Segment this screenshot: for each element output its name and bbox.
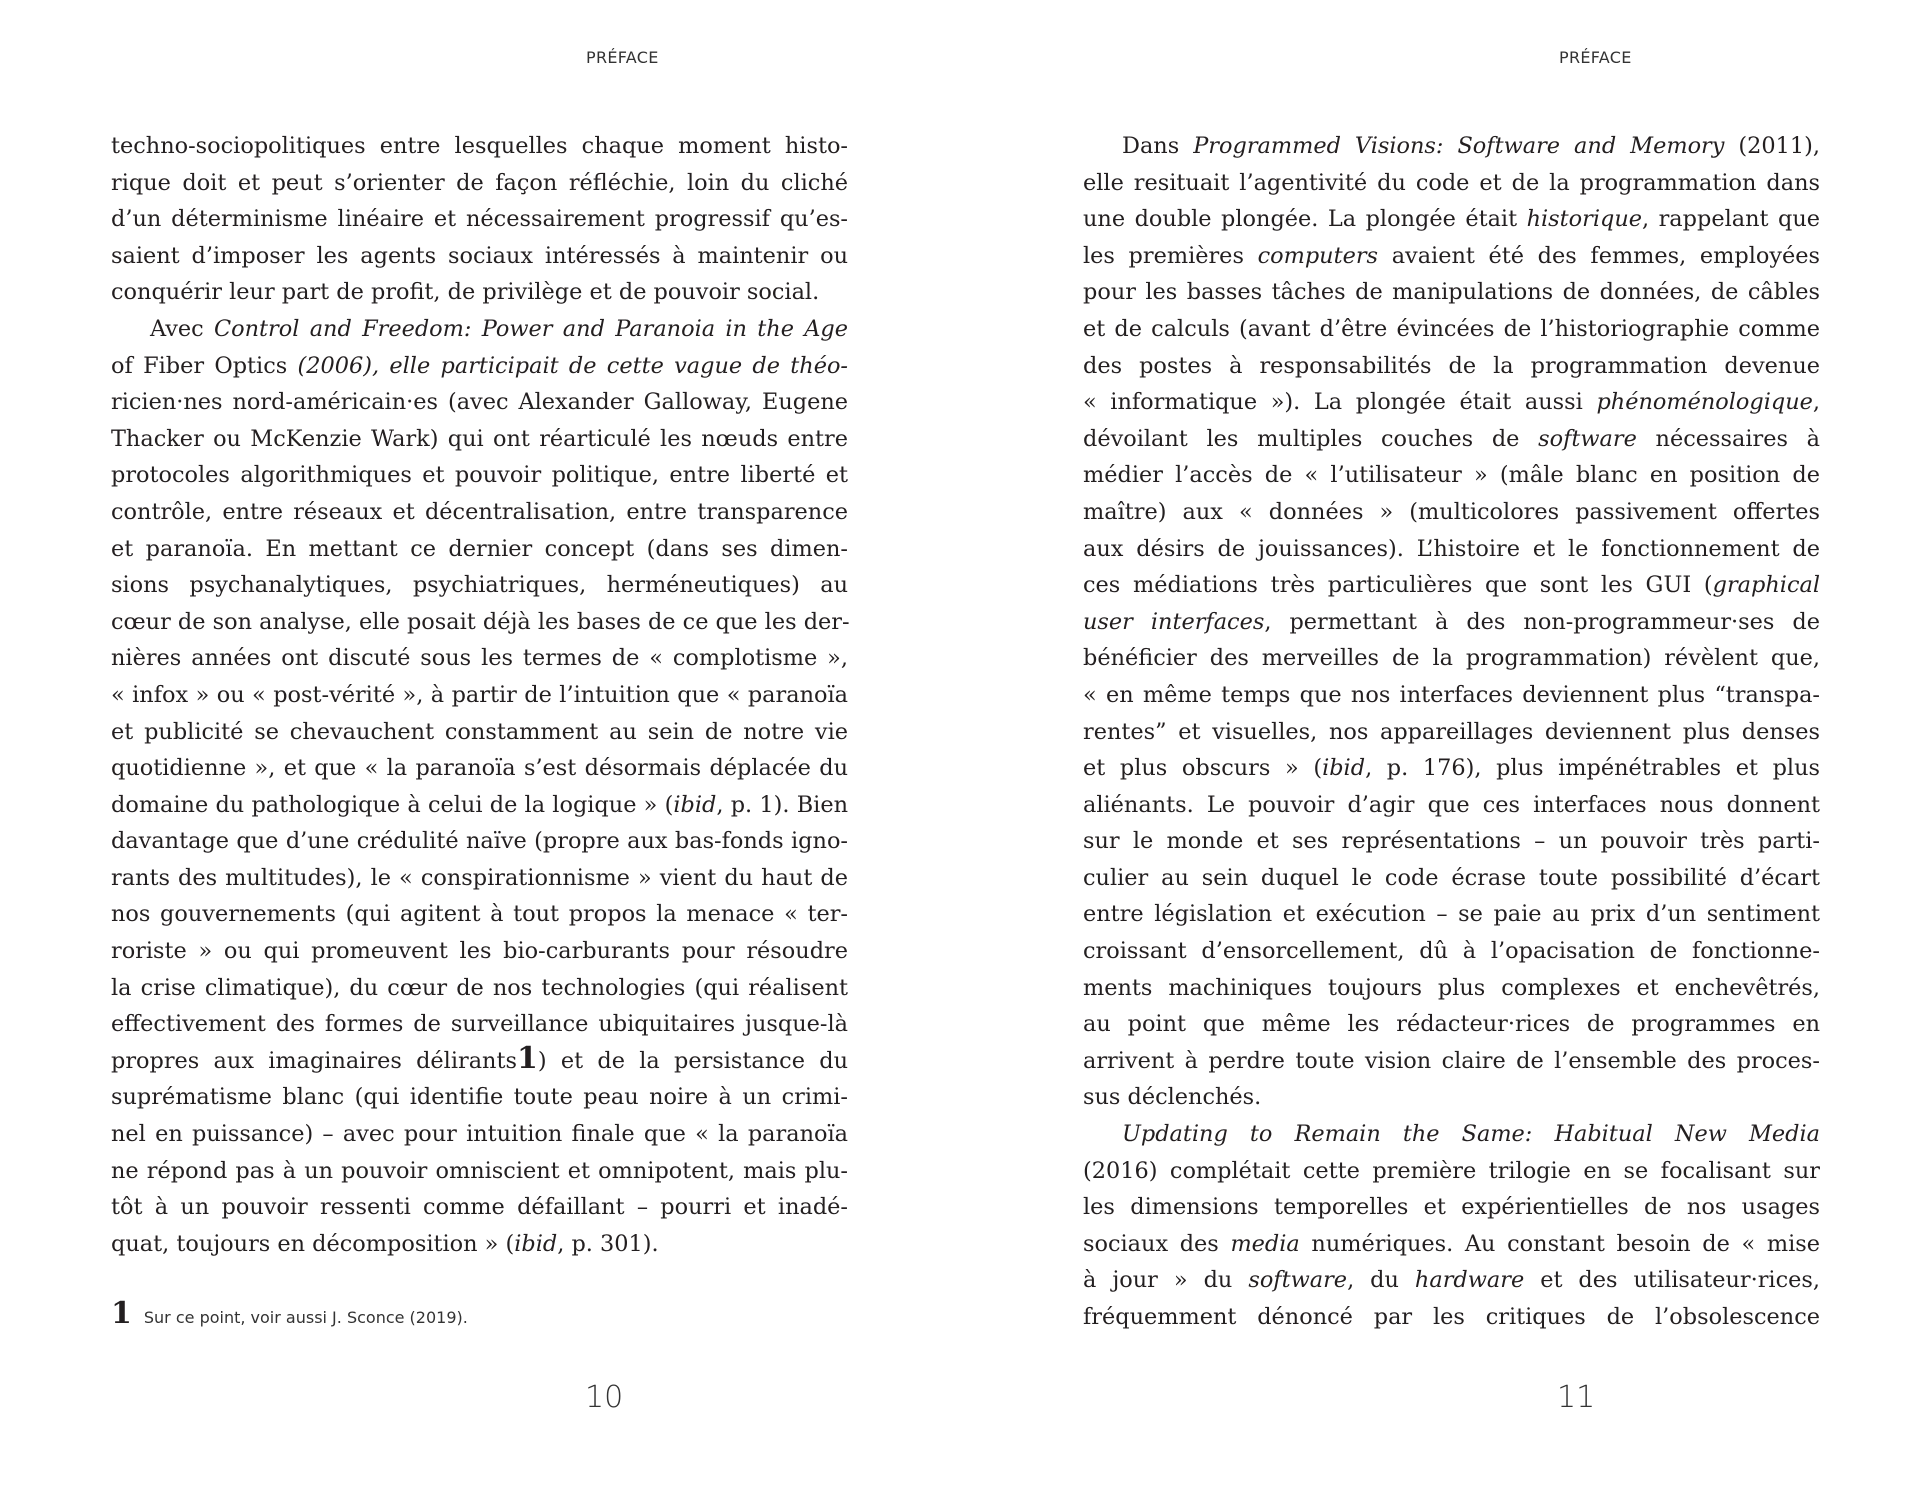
right-page [960, 0, 1921, 1496]
text-line: ments machiniques toujours plus complexes et enchevêtrés, [1083, 974, 1820, 1001]
text-line: et publicité se chevauchent constamment au sein de notre vie [111, 718, 848, 745]
text-line: « informatique »). La plongée était aussi phénoménologique, [1083, 389, 1820, 416]
text-line: pour les basses tâches de manipulations de données, de câbles [1083, 279, 1820, 306]
text-line: « infox » ou « post-vérité », à partir de l’intuition que « paranoïa [111, 681, 848, 708]
text-line: les dimensions temporelles et expérientielles de nos usages [1083, 1194, 1820, 1221]
text-line: et de calculs (avant d’être évincées de l’historiographie comme [1083, 315, 1820, 342]
text-line: domaine du pathologique à celui de la logique » (ibid, p. 1). Bien [111, 791, 848, 818]
text-line: of Fiber Optics (2006), elle participait de cette vague de théo- [111, 352, 849, 379]
footnote [111, 1296, 468, 1331]
text-line: rentes” et visuelles, nos appareillages deviennent plus denses [1083, 718, 1820, 745]
text-line: quotidienne », et que « la paranoïa s’est désormais déplacée du [111, 755, 848, 782]
text-line: des postes à responsabilités de la programmation devenue [1083, 352, 1820, 379]
text-line: techno-sociopolitiques entre lesquelles chaque moment histo- [111, 133, 848, 159]
text-line: rique doit et peut s’orienter de façon réfléchie, loin du cliché [111, 169, 848, 196]
text-line: « en même temps que nos interfaces deviennent plus “transpa- [1083, 681, 1820, 708]
text-line: davantage que d’une crédulité naïve (propre aux bas-fonds igno- [111, 828, 848, 855]
text-line: Avec Control and Freedom: Power and Paranoia in the Age [150, 315, 848, 342]
text-line: sions psychanalytiques, psychiatriques, herméneutiques) au [111, 572, 848, 599]
running-head: PRÉFACE [1559, 48, 1632, 67]
text-line: maître) aux « données » (multicolores passivement offertes [1083, 498, 1820, 525]
page-number: 10 [585, 1380, 624, 1415]
text-line: nières années ont discuté sous les termes de « complotisme », [111, 645, 848, 672]
text-line: contrôle, entre réseaux et décentralisation, entre transparence [111, 498, 848, 525]
text-line: et plus obscurs » (ibid, p. 176), plus impénétrables et plus [1083, 755, 1820, 782]
text-line: sociaux des media numériques. Au constant besoin de « mise [1083, 1230, 1820, 1257]
text-line: Dans Programmed Visions: Software and Memory (2011), [1122, 133, 1820, 159]
text-line: cœur de son analyse, elle posait déjà les bases de ce que les der- [111, 608, 850, 635]
text-line: nel en puissance) – avec pour intuition finale que « la paranoïa [111, 1121, 848, 1148]
text-line: tôt à un pouvoir ressenti comme défaillant – pourri et inadé- [111, 1194, 848, 1221]
footnote-number: 1 [111, 1296, 132, 1331]
text-line: ces médiations très particulières que sont les GUI (graphical [1083, 572, 1820, 599]
text-line: suprématisme blanc (qui identifie toute peau noire à un crimi- [111, 1084, 848, 1111]
text-line: Updating to Remain the Same: Habitual New Media [1122, 1121, 1820, 1148]
body-text [111, 128, 848, 1262]
left-page [0, 0, 960, 1496]
text-line: aux désirs de jouissances). L’histoire et le fonctionnement de [1083, 535, 1820, 562]
text-line: ne répond pas à un pouvoir omniscient et omnipotent, mais plu- [111, 1157, 848, 1184]
footnote-text: Sur ce point, voir aussi J. Sconce (2019). [143, 1308, 468, 1327]
text-line: entre législation et exécution – se paie au prix d’un sentiment [1083, 901, 1820, 928]
body-text [1083, 128, 1820, 1336]
text-line: quat, toujours en décomposition » (ibid, p. 301). [111, 1230, 659, 1257]
page-number: 11 [1557, 1380, 1596, 1415]
text-line: rants des multitudes), le « conspirationnisme » vient du haut de [111, 864, 848, 891]
text-line: saient d’imposer les agents sociaux intéressés à maintenir ou [111, 242, 848, 269]
text-line: (2016) complétait cette première trilogie en se focalisant sur [1083, 1157, 1820, 1184]
text-line: roriste » ou qui promeuvent les bio-carburants pour résoudre [111, 938, 848, 965]
text-line: elle resituait l’agentivité du code et de la programmation dans [1083, 169, 1820, 196]
text-line: médier l’accès de « l’utilisateur » (mâle blanc en position de [1083, 462, 1820, 489]
text-line: conquérir leur part de profit, de privilège et de pouvoir social. [111, 279, 820, 306]
text-line: la crise climatique), du cœur de nos technologies (qui réalisent [111, 974, 848, 1001]
text-line: user interfaces, permettant à des non-programmeur·ses de [1083, 608, 1820, 635]
text-line: dévoilant les multiples couches de software nécessaires à [1083, 425, 1820, 452]
text-line: à jour » du software, du hardware et des utilisateur·rices, [1083, 1267, 1820, 1294]
text-line: protocoles algorithmiques et pouvoir politique, entre liberté et [111, 462, 848, 489]
text-line: au point que même les rédacteur·rices de programmes en [1083, 1011, 1820, 1038]
footnote-reference: 1 [516, 1040, 538, 1076]
text-line: Thacker ou McKenzie Wark) qui ont réarticulé les nœuds entre [111, 425, 848, 452]
text-line: d’un déterminisme linéaire et nécessairement progressif qu’es- [111, 206, 848, 233]
text-line: fréquemment dénoncé par les critiques de l’obsolescence [1083, 1304, 1820, 1330]
text-line: une double plongée. La plongée était historique, rappelant que [1083, 206, 1821, 233]
text-line: effectivement des formes de surveillance ubiquitaires jusque-là [111, 1011, 848, 1038]
running-head: PRÉFACE [586, 48, 659, 67]
text-line: sus déclenchés. [1083, 1084, 1262, 1111]
text-line: bénéficier des merveilles de la programmation) révèlent que, [1083, 645, 1820, 672]
text-line: et paranoïa. En mettant ce dernier concept (dans ses dimen- [111, 535, 848, 562]
text-line: nos gouvernements (qui agitent à tout propos la menace « ter- [111, 901, 848, 928]
text-line: culier au sein duquel le code écrase toute possibilité d’écart [1083, 864, 1820, 891]
text-line: croissant d’ensorcellement, dû à l’opacisation de fonctionne- [1083, 938, 1820, 965]
text-line: ricien·nes nord-américain·es (avec Alexander Galloway, Eugene [111, 389, 848, 416]
text-line: sur le monde et ses représentations – un pouvoir très parti- [1083, 828, 1820, 855]
text-line: les premières computers avaient été des femmes, employées [1083, 242, 1821, 269]
text-line-with-footnote-ref: propres aux imaginaires délirants1) et de la persistance du [111, 1040, 848, 1076]
text-line: aliénants. Le pouvoir d’agir que ces interfaces nous donnent [1083, 791, 1820, 818]
text-line: arrivent à perdre toute vision claire de l’ensemble des proces- [1083, 1047, 1820, 1074]
